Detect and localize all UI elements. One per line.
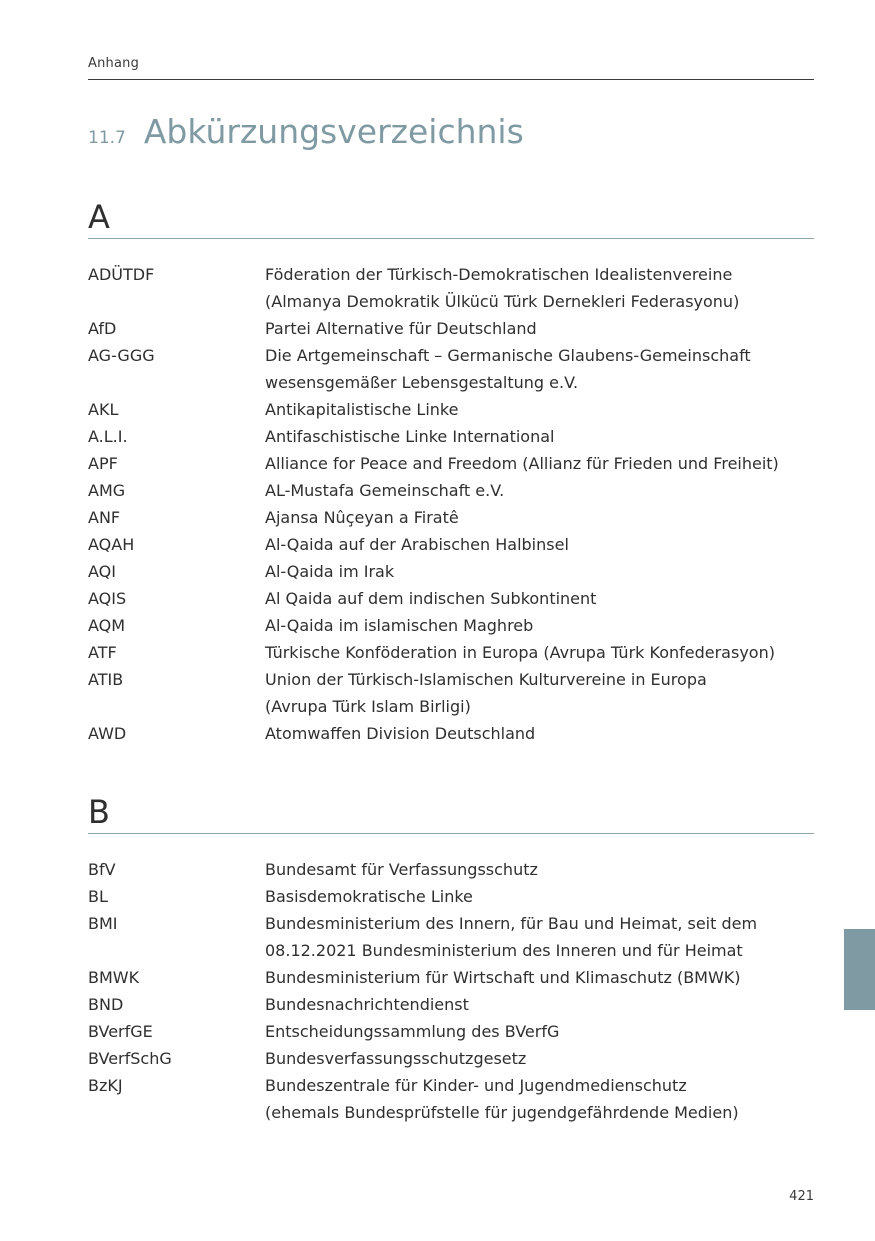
abbreviation-entry bbox=[88, 504, 814, 531]
abbreviation-entry bbox=[88, 315, 814, 342]
definition-line: Die Artgemeinschaft – Germanische Glaubens-Gemeinschaft bbox=[265, 346, 751, 365]
definition-line: Türkische Konföderation in Europa (Avrupa Türk Konfederasyon) bbox=[265, 643, 775, 662]
chapter-title: Abkürzungsverzeichnis bbox=[143, 112, 524, 151]
abbreviation-entry bbox=[88, 720, 814, 747]
definition-line: Bundesministerium des Innern, für Bau und Heimat, seit dem bbox=[265, 914, 758, 933]
definition bbox=[265, 1045, 814, 1072]
abbreviation: BVerfGE bbox=[88, 1022, 153, 1041]
definition-line: Atomwaffen Division Deutschland bbox=[265, 724, 536, 743]
definition-line: Entscheidungssammlung des BVerfG bbox=[265, 1022, 560, 1041]
entry-list bbox=[88, 856, 814, 1126]
definition bbox=[265, 910, 814, 964]
abbreviation: AWD bbox=[88, 724, 127, 743]
definition-line: Bundesverfassungsschutzgesetz bbox=[265, 1049, 527, 1068]
definition bbox=[265, 315, 814, 342]
abbreviation: AQAH bbox=[88, 535, 135, 554]
definition-line: Al-Qaida im Irak bbox=[265, 562, 395, 581]
abbreviation: BzKJ bbox=[88, 1076, 123, 1095]
abbreviation-entry bbox=[88, 1072, 814, 1126]
abbreviation: AKL bbox=[88, 400, 119, 419]
abbreviation: BfV bbox=[88, 860, 116, 879]
abbreviation: AMG bbox=[88, 481, 126, 500]
definition bbox=[265, 856, 814, 883]
abbreviation: BMI bbox=[88, 914, 118, 933]
definition-line: Bundesministerium für Wirtschaft und Klimaschutz (BMWK) bbox=[265, 968, 741, 987]
definition bbox=[265, 612, 814, 639]
abbreviation: ADÜTDF bbox=[88, 265, 155, 284]
abbreviation-entry bbox=[88, 991, 814, 1018]
abbreviation: APF bbox=[88, 454, 118, 473]
definition-line: Al-Qaida im islamischen Maghreb bbox=[265, 616, 534, 635]
section-b bbox=[88, 791, 814, 1126]
abbreviation: AQM bbox=[88, 616, 126, 635]
entry-list bbox=[88, 261, 814, 747]
abbreviation: BND bbox=[88, 995, 124, 1014]
abbreviation-entry bbox=[88, 261, 814, 315]
definition-line: AL-Mustafa Gemeinschaft e.V. bbox=[265, 481, 505, 500]
abbreviation: BMWK bbox=[88, 968, 140, 987]
running-header: Anhang bbox=[88, 56, 140, 71]
abbreviation-entry bbox=[88, 666, 814, 720]
definition-line: Ajansa Nûçeyan a Firatê bbox=[265, 508, 459, 527]
definition-line: Bundeszentrale für Kinder- und Jugendmedienschutz bbox=[265, 1076, 687, 1095]
abbreviation-entry bbox=[88, 531, 814, 558]
definition-line: Partei Alternative für Deutschland bbox=[265, 319, 537, 338]
abbreviation-entry bbox=[88, 450, 814, 477]
definition-line: Alliance for Peace and Freedom (Allianz für Frieden und Freiheit) bbox=[265, 454, 779, 473]
definition-line: Bundesnachrichtendienst bbox=[265, 995, 469, 1014]
abbreviation-entry bbox=[88, 1045, 814, 1072]
abbreviation-entry bbox=[88, 558, 814, 585]
abbreviation-entry bbox=[88, 396, 814, 423]
definition-line: Al Qaida auf dem indischen Subkontinent bbox=[265, 589, 597, 608]
section-letter: A bbox=[88, 196, 814, 239]
definition bbox=[265, 477, 814, 504]
abbreviation-entry bbox=[88, 964, 814, 991]
section-letter: B bbox=[88, 791, 814, 834]
definition bbox=[265, 1018, 814, 1045]
abbreviation-entry bbox=[88, 477, 814, 504]
abbreviation-entry bbox=[88, 423, 814, 450]
abbreviation: AQI bbox=[88, 562, 116, 581]
definition-line: Antikapitalistische Linke bbox=[265, 400, 459, 419]
header-rule bbox=[88, 79, 814, 80]
definition bbox=[265, 423, 814, 450]
definition bbox=[265, 342, 814, 396]
chapter-heading bbox=[88, 112, 524, 151]
definition bbox=[265, 261, 814, 315]
definition-line: (ehemals Bundesprüfstelle für jugendgefährdende Medien) bbox=[265, 1103, 739, 1122]
definition bbox=[265, 666, 814, 720]
definition-line: Föderation der Türkisch-Demokratischen Idealistenvereine bbox=[265, 265, 733, 284]
definition-line: (Avrupa Türk Islam Birligi) bbox=[265, 697, 471, 716]
definition bbox=[265, 991, 814, 1018]
abbreviation: AG-GGG bbox=[88, 346, 155, 365]
abbreviation: ATIB bbox=[88, 670, 124, 689]
abbreviation-entry bbox=[88, 910, 814, 964]
definition bbox=[265, 1072, 814, 1126]
abbreviation: AQIS bbox=[88, 589, 127, 608]
page-number: 421 bbox=[789, 1189, 814, 1204]
definition bbox=[265, 504, 814, 531]
abbreviation-entry bbox=[88, 856, 814, 883]
section-a bbox=[88, 196, 814, 747]
definition bbox=[265, 883, 814, 910]
definition bbox=[265, 720, 814, 747]
abbreviation-entry bbox=[88, 639, 814, 666]
definition bbox=[265, 531, 814, 558]
definition-line: wesensgemäßer Lebensgestaltung e.V. bbox=[265, 373, 579, 392]
definition bbox=[265, 964, 814, 991]
abbreviation: A.L.I. bbox=[88, 427, 128, 446]
definition-line: Antifaschistische Linke International bbox=[265, 427, 555, 446]
definition bbox=[265, 450, 814, 477]
abbreviation: BVerfSchG bbox=[88, 1049, 172, 1068]
abbreviation: ATF bbox=[88, 643, 117, 662]
definition-line: (Almanya Demokratik Ülkücü Türk Dernekleri Federasyonu) bbox=[265, 292, 740, 311]
definition-line: Al-Qaida auf der Arabischen Halbinsel bbox=[265, 535, 569, 554]
abbreviation-entry bbox=[88, 1018, 814, 1045]
definition bbox=[265, 396, 814, 423]
definition-line: Basisdemokratische Linke bbox=[265, 887, 473, 906]
abbreviation-entry bbox=[88, 612, 814, 639]
chapter-number: 11.7 bbox=[88, 128, 126, 148]
definition bbox=[265, 585, 814, 612]
definition bbox=[265, 558, 814, 585]
abbreviation: ANF bbox=[88, 508, 121, 527]
abbreviation-entry bbox=[88, 342, 814, 396]
abbreviation-entry bbox=[88, 585, 814, 612]
chapter-side-tab bbox=[844, 929, 875, 1010]
abbreviation-entry bbox=[88, 883, 814, 910]
abbreviation: BL bbox=[88, 887, 108, 906]
definition-line: 08.12.2021 Bundesministerium des Inneren und für Heimat bbox=[265, 941, 743, 960]
definition bbox=[265, 639, 814, 666]
definition-line: Bundesamt für Verfassungsschutz bbox=[265, 860, 538, 879]
abbreviation: AfD bbox=[88, 319, 117, 338]
definition-line: Union der Türkisch-Islamischen Kulturvereine in Europa bbox=[265, 670, 707, 689]
